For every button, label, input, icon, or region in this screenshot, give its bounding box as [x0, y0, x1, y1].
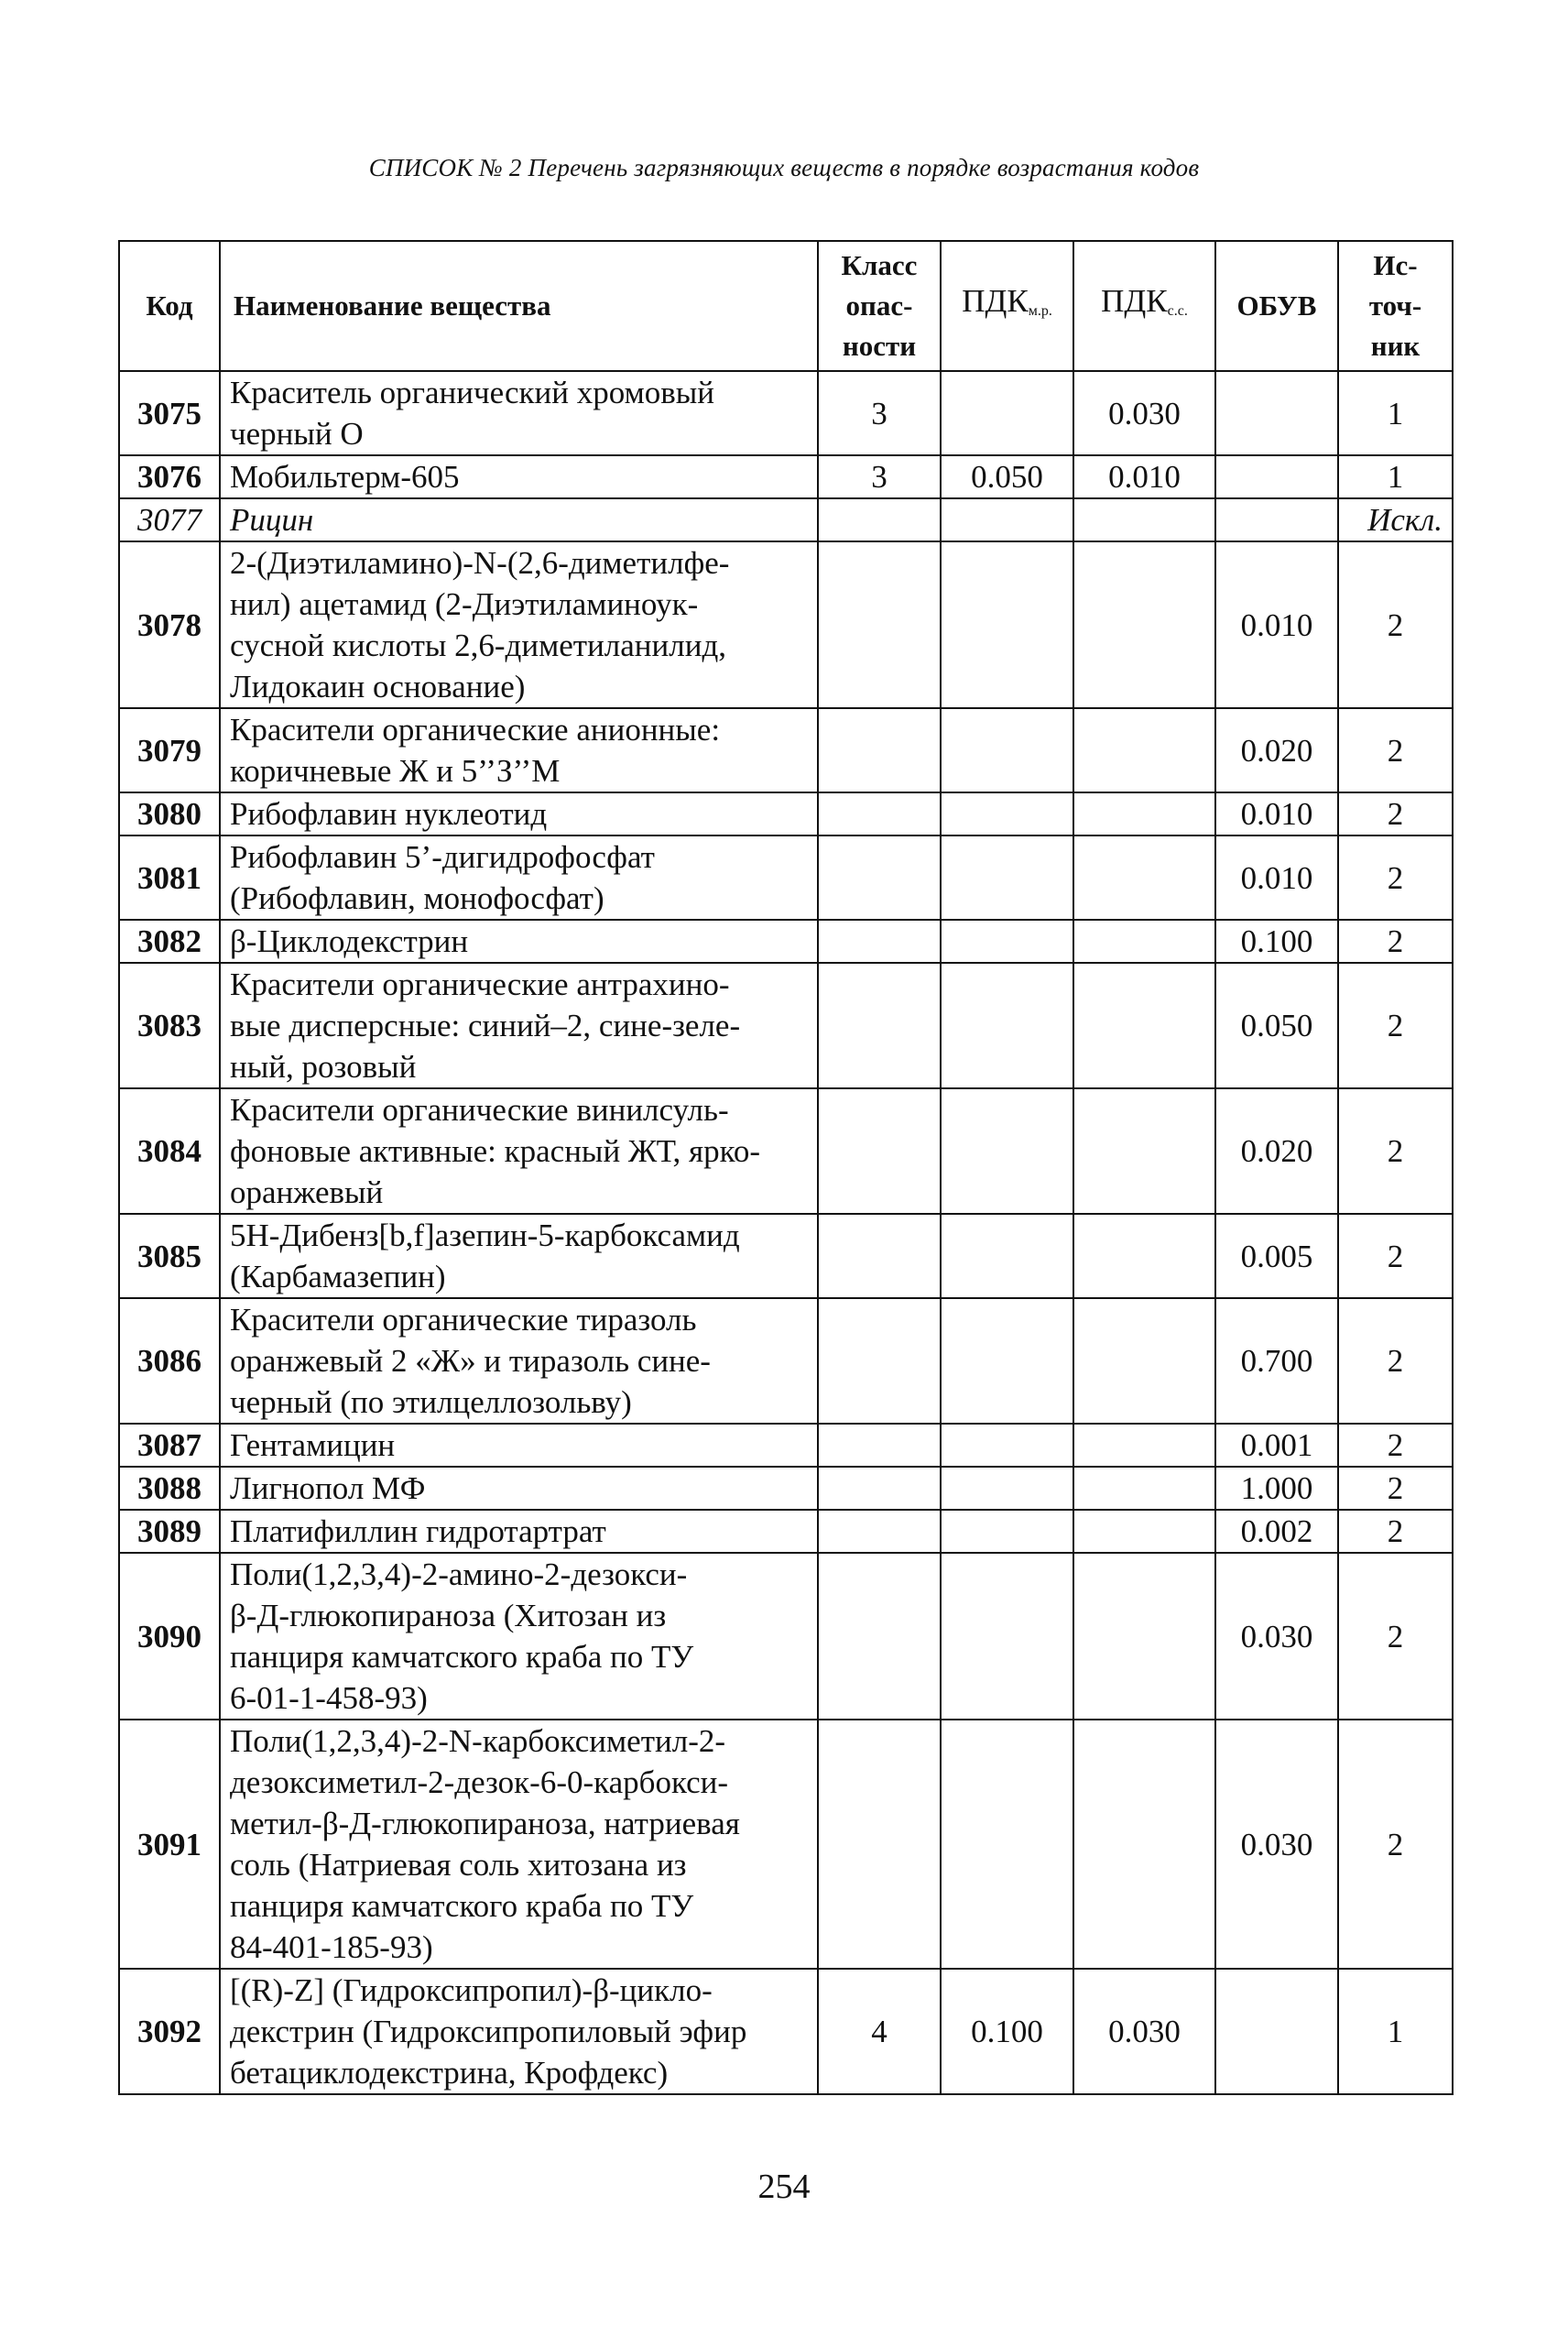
header-pdk-mr-main: ПДК: [962, 282, 1029, 319]
table-row: [119, 455, 1453, 498]
substance-name-line: Красители органические тиразоль: [230, 1302, 697, 1338]
cell-hazard-class: [818, 1467, 941, 1510]
substance-name-line: коричневые Ж и 5’’З’’М: [230, 753, 561, 789]
cell-hazard-class: 4: [818, 1969, 941, 2094]
substance-name-line: оранжевый 2 «Ж» и тиразоль сине-: [230, 1343, 711, 1379]
substance-name-line: Гентамицин: [230, 1427, 396, 1463]
cell-source: 2: [1338, 920, 1453, 963]
substance-name-line: β-Д-глюкопираноза (Хитозан из: [230, 1598, 667, 1633]
cell-obuv: 0.010: [1215, 792, 1338, 835]
header-pdk-ss-main: ПДК: [1101, 282, 1168, 319]
cell-hazard-class: [818, 708, 941, 792]
cell-pdk-mr: [941, 541, 1073, 708]
table-row: [119, 920, 1453, 963]
substance-name-line: ный, розовый: [230, 1049, 417, 1085]
cell-obuv: [1215, 455, 1338, 498]
table-row: [119, 1088, 1453, 1214]
cell-code: 3081: [119, 835, 220, 920]
cell-code: 3085: [119, 1214, 220, 1298]
header-hazard-class-line: опас-: [845, 289, 913, 322]
cell-pdk-mr: [941, 708, 1073, 792]
cell-pdk-ss: [1073, 541, 1215, 708]
substance-name-line: Красители органические анионные:: [230, 712, 721, 748]
cell-source: 2: [1338, 1214, 1453, 1298]
cell-source: 2: [1338, 1298, 1453, 1424]
cell-hazard-class: [818, 1510, 941, 1553]
cell-pdk-mr: [941, 963, 1073, 1088]
table-row: [119, 1467, 1453, 1510]
header-source-line: Ис-: [1373, 249, 1418, 281]
cell-obuv: [1215, 1969, 1338, 2094]
header-pdk-ss: [1073, 241, 1215, 371]
cell-pdk-ss: [1073, 835, 1215, 920]
cell-pdk-ss: 0.030: [1073, 371, 1215, 455]
cell-hazard-class: 3: [818, 455, 941, 498]
cell-pdk-mr: [941, 1553, 1073, 1720]
cell-source: 2: [1338, 1467, 1453, 1510]
substance-name-line: 84-401-185-93): [230, 1929, 433, 1965]
table-header-row: [119, 241, 1453, 371]
cell-code: 3089: [119, 1510, 220, 1553]
cell-name: [220, 708, 818, 792]
cell-hazard-class: [818, 1214, 941, 1298]
cell-name: [220, 1553, 818, 1720]
cell-pdk-mr: [941, 1214, 1073, 1298]
header-hazard-class: [818, 241, 941, 371]
cell-pdk-ss: 0.010: [1073, 455, 1215, 498]
cell-code: 3082: [119, 920, 220, 963]
cell-pdk-ss: [1073, 1088, 1215, 1214]
substance-name-line: 5H-Дибенз[b,f]азепин-5-карбоксамид: [230, 1218, 740, 1253]
substance-name-line: Платифиллин гидротартрат: [230, 1513, 606, 1549]
table-row: [119, 792, 1453, 835]
cell-pdk-ss: [1073, 1424, 1215, 1467]
cell-source: 2: [1338, 1720, 1453, 1969]
cell-hazard-class: [818, 1088, 941, 1214]
cell-hazard-class: [818, 835, 941, 920]
substance-name-line: Поли(1,2,3,4)-2-амино-2-дезокси-: [230, 1556, 688, 1592]
header-hazard-class-line: ности: [842, 330, 917, 362]
header-pdk-ss-sub: с.с.: [1167, 302, 1188, 319]
cell-name: [220, 1510, 818, 1553]
cell-source: 2: [1338, 708, 1453, 792]
cell-obuv: [1215, 498, 1338, 541]
cell-pdk-ss: [1073, 1214, 1215, 1298]
cell-code: 3088: [119, 1467, 220, 1510]
cell-source: 1: [1338, 1969, 1453, 2094]
cell-obuv: 0.001: [1215, 1424, 1338, 1467]
cell-obuv: 0.030: [1215, 1720, 1338, 1969]
cell-hazard-class: [818, 920, 941, 963]
substance-name-line: нил) ацетамид (2-Диэтиламиноук-: [230, 586, 699, 622]
cell-pdk-ss: [1073, 498, 1215, 541]
cell-name: [220, 835, 818, 920]
cell-name: [220, 792, 818, 835]
cell-code: 3086: [119, 1298, 220, 1424]
header-hazard-class-line: Класс: [841, 249, 918, 281]
cell-pdk-mr: [941, 498, 1073, 541]
cell-name: [220, 1467, 818, 1510]
header-source: [1338, 241, 1453, 371]
table-row: [119, 1510, 1453, 1553]
page-number: 254: [757, 2168, 811, 2206]
cell-obuv: 0.100: [1215, 920, 1338, 963]
cell-code: 3087: [119, 1424, 220, 1467]
cell-obuv: 0.010: [1215, 541, 1338, 708]
cell-name: [220, 1424, 818, 1467]
substance-name-line: Мобильтерм-605: [230, 459, 460, 495]
cell-code: 3091: [119, 1720, 220, 1969]
substance-name-line: Краситель органический хромовый: [230, 375, 715, 410]
cell-source: 2: [1338, 963, 1453, 1088]
cell-hazard-class: [818, 1298, 941, 1424]
substance-name-line: метил-β-Д-глюкопираноза, натриевая: [230, 1806, 740, 1841]
cell-name: [220, 1298, 818, 1424]
cell-pdk-mr: 0.100: [941, 1969, 1073, 2094]
substance-name-line: Лидокаин основание): [230, 669, 526, 704]
cell-code: 3079: [119, 708, 220, 792]
cell-obuv: 0.700: [1215, 1298, 1338, 1424]
cell-pdk-mr: [941, 920, 1073, 963]
cell-source: 1: [1338, 371, 1453, 455]
substance-name-line: соль (Натриевая соль хитозана из: [230, 1847, 687, 1883]
header-source-line: точ-: [1368, 289, 1422, 322]
cell-obuv: 0.002: [1215, 1510, 1338, 1553]
header-source-line: ник: [1370, 330, 1421, 362]
cell-name: [220, 498, 818, 541]
substance-name-line: Поли(1,2,3,4)-2-N-карбоксиметил-2-: [230, 1723, 726, 1759]
cell-hazard-class: [818, 1424, 941, 1467]
cell-source: 2: [1338, 1424, 1453, 1467]
cell-obuv: 0.050: [1215, 963, 1338, 1088]
cell-pdk-ss: [1073, 792, 1215, 835]
cell-source: 2: [1338, 1553, 1453, 1720]
cell-name: [220, 455, 818, 498]
cell-pdk-ss: [1073, 1720, 1215, 1969]
table-row: [119, 708, 1453, 792]
substance-name-line: дезоксиметил-2-дезок-6-0-карбокси-: [230, 1764, 729, 1800]
cell-pdk-mr: [941, 1467, 1073, 1510]
cell-pdk-mr: [941, 1510, 1073, 1553]
cell-pdk-ss: [1073, 1298, 1215, 1424]
cell-name: [220, 371, 818, 455]
substance-name-line: Красители органические винилсуль-: [230, 1092, 729, 1128]
table-row: [119, 835, 1453, 920]
substance-name-line: сусной кислоты 2,6-диметиланилид,: [230, 628, 727, 663]
substance-name-line: Рибофлавин нуклеотид: [230, 796, 548, 832]
cell-pdk-ss: [1073, 920, 1215, 963]
header-pdk-mr-sub: м.р.: [1028, 302, 1052, 319]
cell-name: [220, 963, 818, 1088]
cell-pdk-mr: [941, 1088, 1073, 1214]
substance-name-line: [(R)-Z] (Гидроксипропил)-β-цикло-: [230, 1972, 713, 2008]
cell-source: 2: [1338, 792, 1453, 835]
cell-obuv: 0.005: [1215, 1214, 1338, 1298]
cell-pdk-ss: [1073, 1467, 1215, 1510]
table-row: [119, 1424, 1453, 1467]
cell-source: 2: [1338, 541, 1453, 708]
substance-name-line: бетациклодекстрина, Крофдекс): [230, 2055, 669, 2091]
cell-pdk-mr: [941, 1424, 1073, 1467]
cell-pdk-mr: [941, 792, 1073, 835]
cell-code: 3083: [119, 963, 220, 1088]
table-row: [119, 1553, 1453, 1720]
header-name: Наименование вещества: [220, 241, 818, 371]
cell-hazard-class: [818, 1720, 941, 1969]
table-row: [119, 371, 1453, 455]
cell-obuv: 0.030: [1215, 1553, 1338, 1720]
substance-name-line: панциря камчатского краба по ТУ: [230, 1888, 694, 1924]
cell-hazard-class: [818, 1553, 941, 1720]
cell-obuv: 0.020: [1215, 1088, 1338, 1214]
cell-code: 3075: [119, 371, 220, 455]
cell-obuv: 0.020: [1215, 708, 1338, 792]
table-row: [119, 1298, 1453, 1424]
substance-name-line: Красители органические антрахино-: [230, 966, 730, 1002]
cell-hazard-class: [818, 963, 941, 1088]
cell-name: [220, 1214, 818, 1298]
substance-name-line: фоновые активные: красный ЖТ, ярко-: [230, 1133, 761, 1169]
cell-code: 3076: [119, 455, 220, 498]
substance-name-line: вые дисперсные: синий–2, сине-зеле-: [230, 1008, 741, 1043]
table-row: [119, 541, 1453, 708]
cell-obuv: 0.010: [1215, 835, 1338, 920]
document-title: СПИСОК № 2 Перечень загрязняющих веществ в порядке возрастания кодов: [368, 154, 1200, 181]
cell-pdk-ss: 0.030: [1073, 1969, 1215, 2094]
cell-source: 2: [1338, 835, 1453, 920]
substance-name-line: 6-01-1-458-93): [230, 1680, 428, 1716]
substance-name-line: оранжевый: [230, 1174, 384, 1210]
cell-pdk-mr: 0.050: [941, 455, 1073, 498]
cell-source: 1: [1338, 455, 1453, 498]
substance-name-line: Лигнопол МФ: [230, 1470, 426, 1506]
cell-code: 3078: [119, 541, 220, 708]
substance-name-line: Рибофлавин 5’-дигидрофосфат: [230, 839, 655, 875]
table-row: [119, 498, 1453, 541]
table-body: [119, 371, 1453, 2094]
header-pdk-mr: [941, 241, 1073, 371]
cell-pdk-mr: [941, 1720, 1073, 1969]
substance-name-line: Рицин: [230, 502, 314, 538]
cell-pdk-mr: [941, 1298, 1073, 1424]
cell-pdk-ss: [1073, 1510, 1215, 1553]
cell-pdk-ss: [1073, 708, 1215, 792]
cell-obuv: 1.000: [1215, 1467, 1338, 1510]
cell-code: 3084: [119, 1088, 220, 1214]
cell-name: [220, 1720, 818, 1969]
substance-name-line: декстрин (Гидроксипропиловый эфир: [230, 2014, 747, 2049]
cell-pdk-ss: [1073, 1553, 1215, 1720]
cell-name: [220, 1969, 818, 2094]
cell-code: 3080: [119, 792, 220, 835]
header-obuv: ОБУВ: [1215, 241, 1338, 371]
cell-hazard-class: 3: [818, 371, 941, 455]
cell-hazard-class: [818, 541, 941, 708]
cell-code: 3090: [119, 1553, 220, 1720]
cell-pdk-ss: [1073, 963, 1215, 1088]
substance-name-line: черный (по этилцеллозольву): [230, 1384, 632, 1420]
cell-name: [220, 1088, 818, 1214]
cell-hazard-class: [818, 498, 941, 541]
cell-source: 2: [1338, 1510, 1453, 1553]
table-row: [119, 1214, 1453, 1298]
table-row: [119, 1969, 1453, 2094]
substances-table: [118, 240, 1454, 2095]
substance-name-line: (Рибофлавин, монофосфат): [230, 880, 604, 916]
cell-pdk-mr: [941, 835, 1073, 920]
cell-name: [220, 541, 818, 708]
substance-name-line: 2-(Диэтиламино)-N-(2,6-диметилфе-: [230, 545, 730, 581]
substance-name-line: (Карбамазепин): [230, 1259, 446, 1294]
table-row: [119, 963, 1453, 1088]
header-code: Код: [119, 241, 220, 371]
cell-code: 3092: [119, 1969, 220, 2094]
cell-source: 2: [1338, 1088, 1453, 1214]
cell-code: 3077: [119, 498, 220, 541]
cell-obuv: [1215, 371, 1338, 455]
cell-name: [220, 920, 818, 963]
cell-hazard-class: [818, 792, 941, 835]
cell-source: Искл.: [1338, 498, 1453, 541]
cell-pdk-mr: [941, 371, 1073, 455]
substance-name-line: черный О: [230, 416, 364, 452]
substance-name-line: панциря камчатского краба по ТУ: [230, 1639, 694, 1675]
table-row: [119, 1720, 1453, 1969]
substance-name-line: β-Циклодекстрин: [230, 923, 469, 959]
